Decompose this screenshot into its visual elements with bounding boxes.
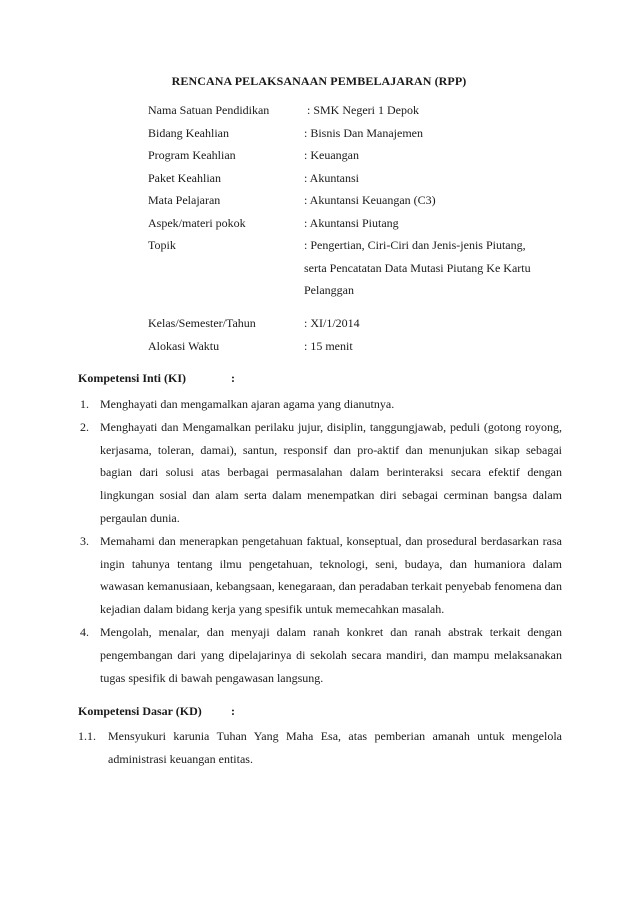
list-item [80, 530, 562, 621]
list-number: 3. [80, 533, 89, 548]
info-row-bidang-keahlian [148, 124, 568, 147]
info-value: : SMK Negeri 1 Depok [307, 103, 419, 117]
info-value-topik: : Pengertian, Ciri-Ciri dan Jenis-jenis Piutang, serta Pencatatan Data Mutasi Piutang Ke Kartu Pelanggan [304, 238, 531, 298]
info-label: Program Keahlian [148, 148, 236, 162]
kd-list [78, 725, 562, 771]
list-number: 1.1. [78, 729, 96, 743]
info-label: Topik [148, 238, 176, 252]
info-row-mata-pelajaran [148, 191, 568, 214]
info-row-topik [148, 236, 568, 314]
kd-heading [78, 704, 235, 719]
kd-heading-colon: : [231, 704, 235, 718]
list-number: 4. [80, 624, 89, 639]
list-item [80, 416, 562, 530]
document-title: RENCANA PELAKSANAAN PEMBELAJARAN (RPP) [171, 74, 467, 88]
info-label: Paket Keahlian [148, 170, 221, 185]
info-value: : Akuntansi Piutang [304, 215, 399, 230]
info-value: : Akuntansi [304, 170, 360, 185]
info-value: : XI/1/2014 [304, 316, 360, 330]
info-label: Bidang Keahlian [148, 125, 229, 140]
list-number: 1. [80, 397, 89, 411]
list-text: Memahami dan menerapkan pengetahuan faktual, konseptual, dan prosedural berdasarkan rasa ingin tahunya tentang ilmu pengetahuan, teknologi, seni, budaya, dan humaniora dalam wawasan kemanusiaan, kebangsaan, kenegaraan, dan peradaban terkait penyebab fenomena dan kejadian dalam bidang kerja yang spesifik untuk memecahkan masalah. [100, 533, 562, 617]
list-text: Menghayati dan mengamalkan ajaran agama yang dianutnya. [100, 397, 395, 411]
info-row-alokasi-waktu [148, 337, 568, 360]
info-label: Kelas/Semester/Tahun [148, 316, 256, 330]
info-value: : Bisnis Dan Manajemen [304, 125, 423, 140]
list-text: Menghayati dan Mengamalkan perilaku jujur, disiplin, tanggungjawab, peduli (gotong royong, kerjasama, toleran, damai), santun, responsif dan pro-aktif dan menunjukan sikap sebagai bagian dari solusi atas berbagai permasalahan dalam berinteraksi secara efektif dengan lingkungan sosial dan alam serta dalam menempatkan diri sebagai cerminan bangsa dalam pergaulan dunia. [100, 419, 562, 525]
info-row-kelas-semester [148, 314, 568, 337]
list-text: Mensyukuri karunia Tuhan Yang Maha Esa, atas pemberian amanah untuk mengelola administrasi keuangan entitas. [108, 729, 562, 766]
list-number: 2. [80, 419, 89, 434]
list-item [80, 393, 562, 416]
list-item [80, 621, 562, 689]
ki-heading [78, 371, 235, 386]
ki-list [80, 393, 562, 689]
list-item [78, 725, 562, 771]
info-row-program-keahlian [148, 146, 568, 169]
identity-table [148, 101, 568, 359]
info-label: Mata Pelajaran [148, 193, 221, 207]
info-row-satuan-pendidikan [148, 101, 568, 124]
info-value: : 15 menit [304, 338, 353, 353]
info-value: : Keuangan [304, 148, 359, 162]
info-row-aspek-materi [148, 214, 568, 237]
list-text: Mengolah, menalar, dan menyaji dalam ranah konkret dan ranah abstrak terkait dengan pengembangan dari yang dipelajarinya di sekolah secara mandiri, dan mampu melaksanakan tugas spesifik di bawah pengawasan langsung. [100, 624, 562, 685]
info-row-paket-keahlian [148, 169, 568, 192]
info-label: Aspek/materi pokok [148, 215, 246, 230]
info-label: Alokasi Waktu [148, 338, 220, 353]
info-value: : Akuntansi Keuangan (C3) [304, 193, 436, 207]
ki-heading-text: Kompetensi Inti (KI) [78, 371, 186, 385]
ki-heading-colon: : [231, 371, 235, 385]
kd-heading-text: Kompetensi Dasar (KD) [78, 704, 202, 718]
info-label: Nama Satuan Pendidikan [148, 103, 270, 117]
